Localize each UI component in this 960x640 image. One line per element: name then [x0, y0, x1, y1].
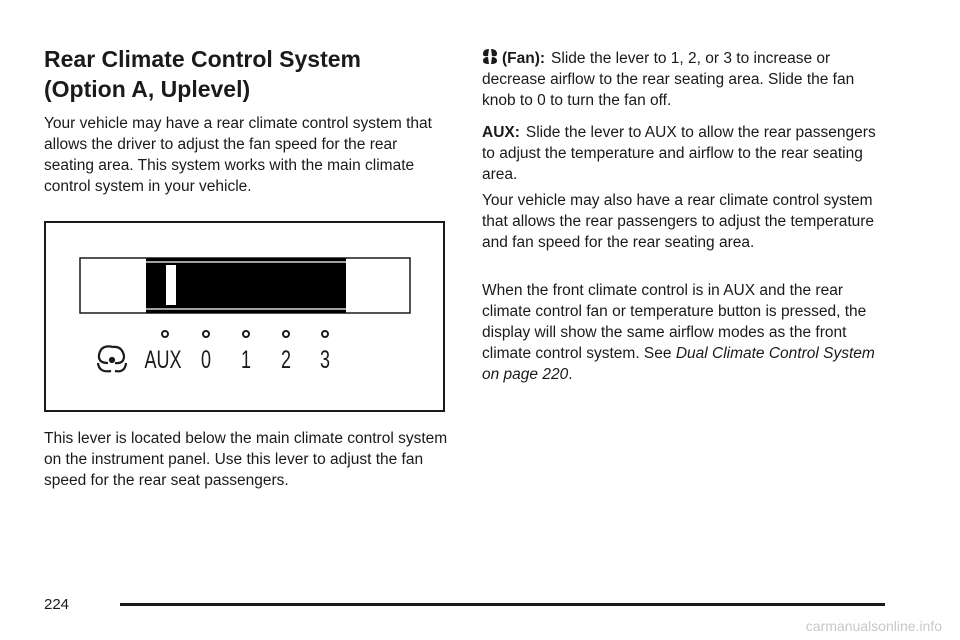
label-0: 0 — [200, 345, 212, 374]
fan-icon — [98, 346, 126, 371]
page-number: 224 — [44, 596, 70, 613]
fan-lever-illustration — [46, 223, 443, 410]
detent-dots — [162, 331, 328, 337]
label-1: 1 — [240, 345, 252, 374]
also-paragraph: Your vehicle may also have a rear climate control system that allows the rear passengers to adjust the temperature and fan speed for the rear seating area. — [482, 192, 875, 251]
watermark: carmanualsonline.info — [805, 618, 942, 634]
section-title: Rear Climate Control System (Option A, Uplevel) — [44, 46, 361, 102]
footer-rule — [120, 603, 885, 606]
fan-lever-figure — [44, 221, 445, 412]
fan-icon — [482, 48, 498, 65]
lever-knob — [166, 265, 176, 305]
when-text-end: . — [568, 366, 573, 383]
fan-paragraph — [482, 48, 892, 111]
aux-label: AUX: — [482, 124, 520, 141]
when-text: When the front climate control is in AUX and the rear climate control fan or temperature button is pressed, the display will show the same airflow modes as the front climate control system. See — [482, 282, 867, 362]
fan-label: (Fan): — [502, 50, 546, 67]
label-2: 2 — [280, 345, 292, 374]
fan-text: Slide the lever to 1, 2, or 3 to increase or decrease airflow to the rear seating area. Slide the fan knob to 0 to turn the fan off. — [482, 50, 855, 109]
label-3: 3 — [319, 345, 331, 374]
cross-reference-link[interactable]: Dual Climate Control System on page 220 — [482, 345, 875, 383]
label-aux: AUX — [144, 345, 182, 374]
aux-paragraph — [482, 122, 892, 185]
when-paragraph — [482, 280, 892, 385]
intro-paragraph: Your vehicle may have a rear climate control system that allows the driver to adjust the fan speed for the rear seating area. This system works with the main climate control system in your vehicle. — [44, 115, 432, 195]
lever-paragraph: This lever is located below the main climate control system on the instrument panel. Use this lever to adjust the fan speed for the rear seat passengers. — [44, 430, 448, 489]
aux-text: Slide the lever to AUX to allow the rear passengers to adjust the temperature and airflow to the rear seating area. — [482, 124, 876, 183]
